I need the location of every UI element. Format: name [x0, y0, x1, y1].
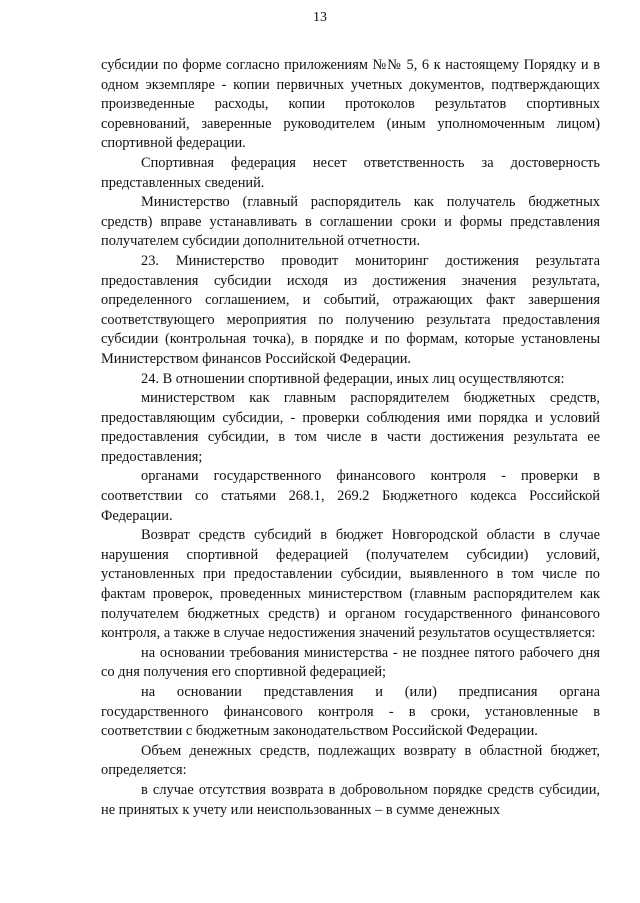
paragraph-responsibility: Спортивная федерация несет ответственность за достоверность представленных сведений. [101, 154, 600, 191]
paragraph-financial-control-checks: органами государственного финансового контроля - проверки в соответствии со статьями 268.1, 269.2 Бюджетного кодекса Российской Федерации. [101, 468, 600, 524]
paragraph-23-monitoring: 23. Министерство проводит мониторинг достижения результата предоставления субсидии исходя из достижения значения результата, определенного соглашением, и событий, отражающих факт завершения соответствующего мероприятия по получению результата предоставления субсидии (контрольная точка), в порядке и по формам, которые установлены Министерством финансов Российской Федерации. [101, 252, 600, 367]
paragraph-no-voluntary-refund: в случае отсутствия возврата в добровольном порядке средств субсидии, не принятых к учету или неиспользованных – в сумме денежных [101, 781, 600, 818]
paragraph-refund-by-control-body: на основании представления и (или) предписания органа государственного финансового контроля - в сроки, установленные в соответствии с бюджетным законодательством Российской Федерации. [101, 684, 600, 740]
paragraph-continuation: субсидии по форме согласно приложениям №№ 5, 6 к настоящему Порядку и в одном экземпляре - копии первичных учетных документов, подтверждающих произведенные расходы, копии протоколов результатов спортивных соревнований, заверенные руководителем (иным уполномоченным лицом) спортивной федерации. [101, 57, 600, 152]
page-number: 13 [313, 10, 327, 25]
paragraph-ministry-checks: министерством как главным распорядителем бюджетных средств, предоставляющим субсидии, - проверки соблюдения ими порядка и условий предоставления субсидии, в том числе в части достижения результата ее предоставления; [101, 390, 600, 465]
paragraph-refund-by-ministry: на основании требования министерства - не позднее пятого рабочего дня со дня получения его спортивной федерацией; [101, 644, 600, 681]
paragraph-refund-amount: Объем денежных средств, подлежащих возврату в областной бюджет, определяется: [101, 742, 600, 779]
paragraph-24-heading: 24. В отношении спортивной федерации, иных лиц осуществляются: [141, 370, 565, 387]
document-body [101, 56, 600, 820]
paragraph-reporting: Министерство (главный распорядитель как получатель бюджетных средств) вправе устанавливать в соглашении сроки и формы представления получателем субсидии дополнительной отчетности. [101, 194, 600, 250]
paragraph-refund-conditions: Возврат средств субсидий в бюджет Новгородской области в случае нарушения спортивной федерацией (получателем субсидии) условий, установленных при предоставлении субсидии, выявленного в том числе по фактам проверок, проведенных министерством (главным распорядителем как получателем бюджетных средств) и органом государственного финансового контроля, а также в случае недостижения значений результатов осуществляется: [101, 527, 600, 642]
